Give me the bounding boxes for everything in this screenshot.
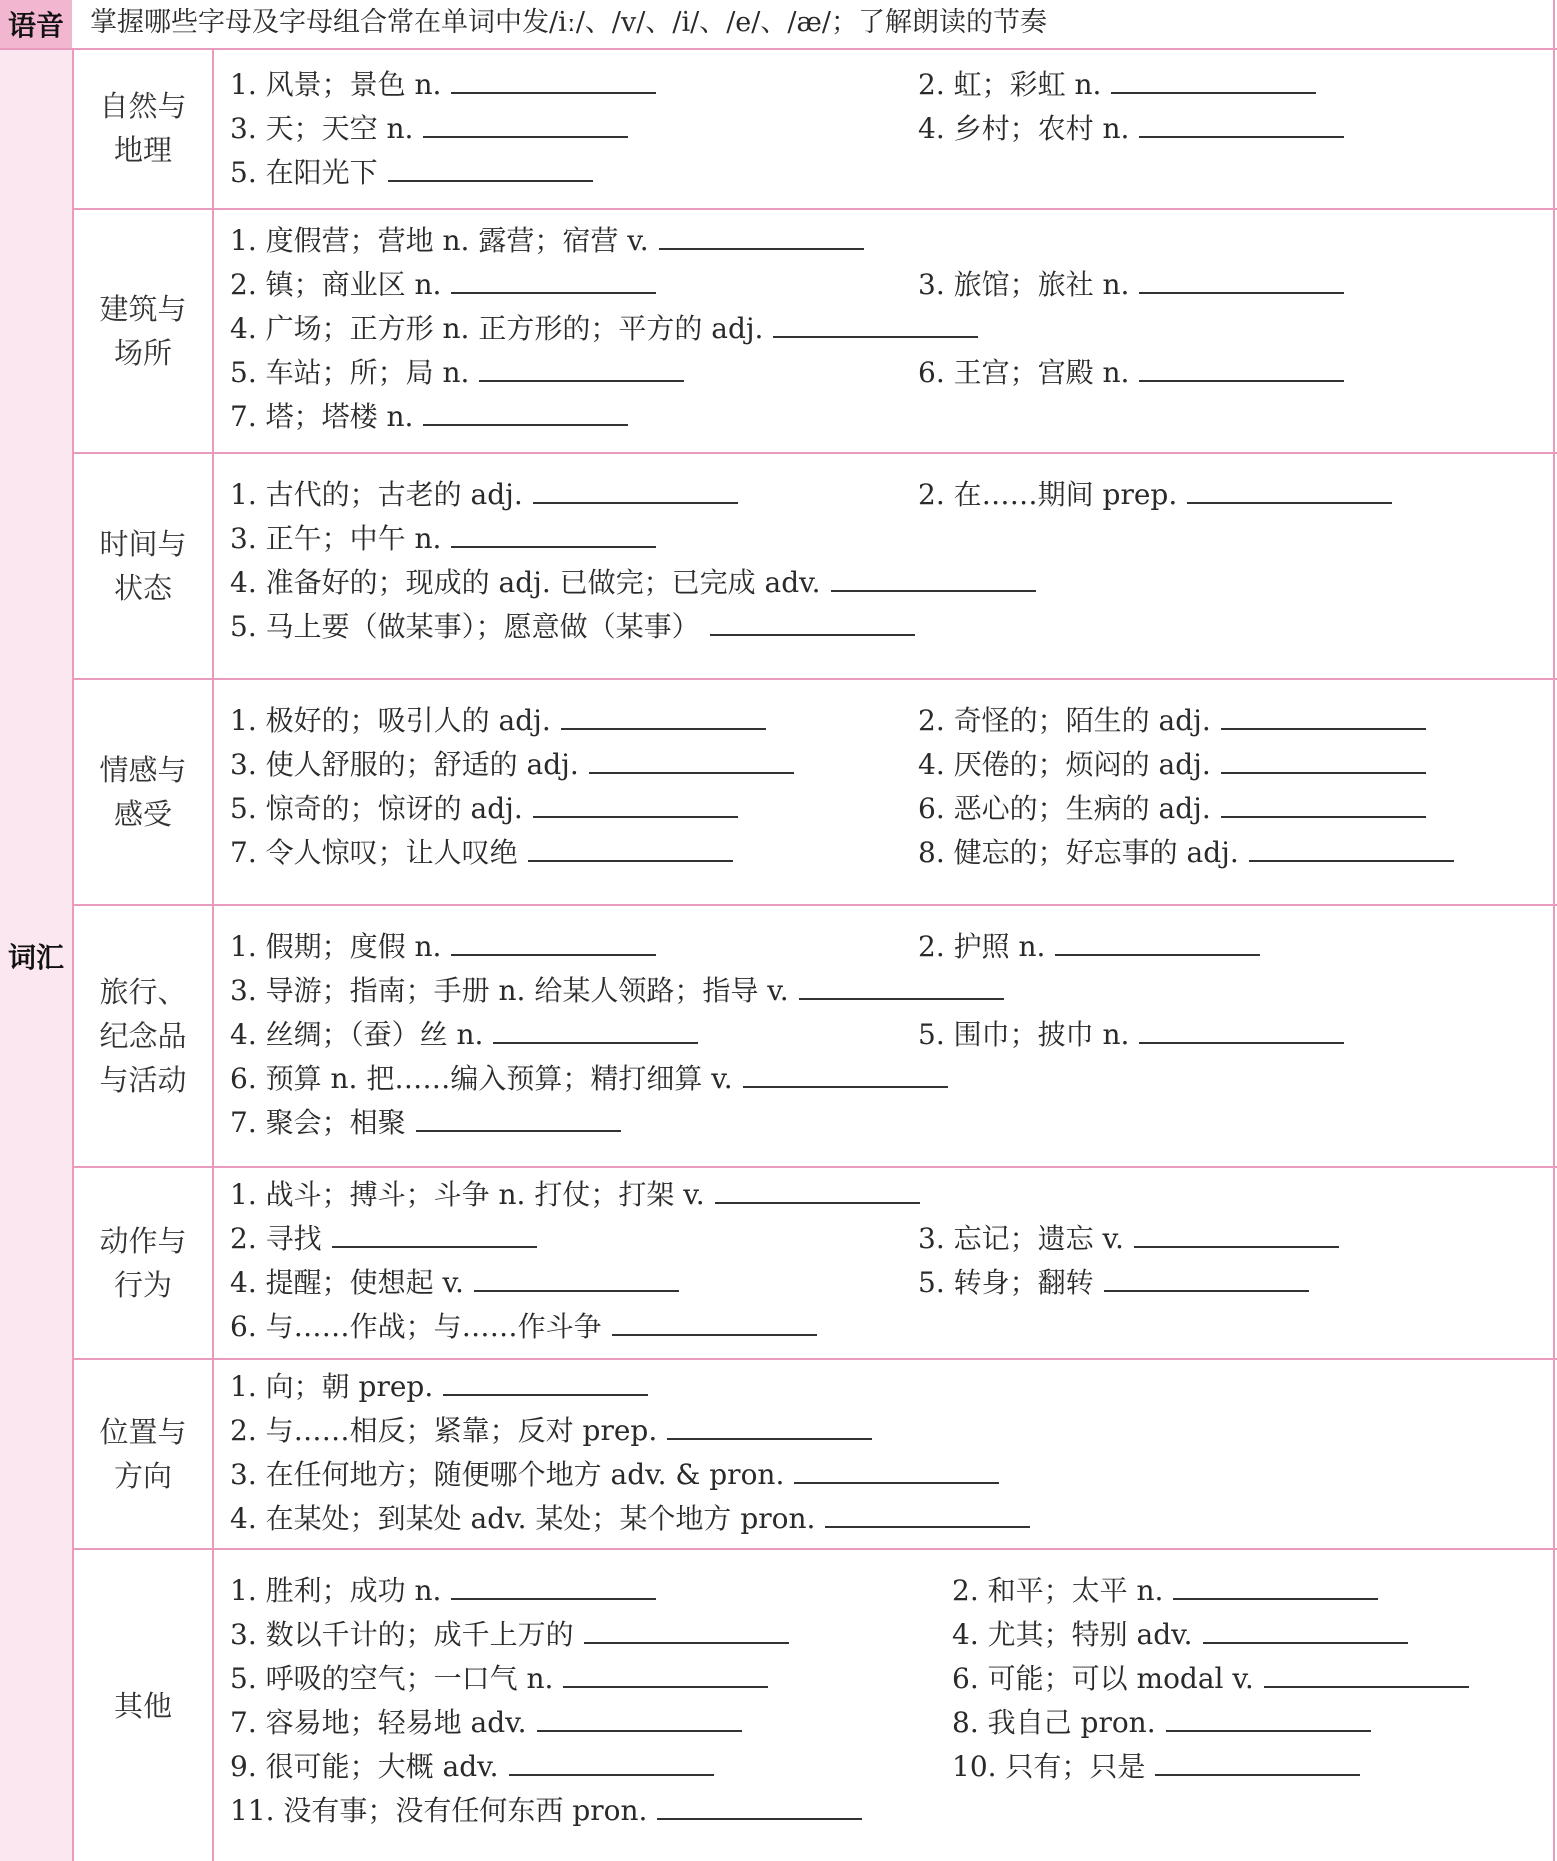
vocab-item — [918, 1220, 1339, 1257]
vocab-item — [230, 310, 978, 347]
vocab-item — [230, 154, 593, 191]
answer-blank[interactable] — [493, 1016, 698, 1044]
section-emotions-feelings — [74, 680, 1557, 906]
answer-blank[interactable] — [423, 110, 628, 138]
answer-blank[interactable] — [825, 1500, 1030, 1528]
item-text: 3. 使人舒服的；舒适的 adj. — [230, 748, 579, 781]
item-text: 1. 度假营；营地 n. 露营；宿营 v. — [230, 224, 649, 257]
answer-blank[interactable] — [743, 1060, 948, 1088]
category-label: 动作与 行为 — [99, 1224, 187, 1302]
vocab-item — [230, 1368, 648, 1405]
item-text: 4. 丝绸；（蚕）丝 n. — [230, 1018, 484, 1051]
item-text: 4. 在某处；到某处 adv. 某处；某个地方 pron. — [230, 1502, 816, 1535]
item-text: 2. 与……相反；紧靠；反对 prep. — [230, 1414, 658, 1447]
vocab-item — [230, 790, 738, 827]
answer-blank[interactable] — [451, 1572, 656, 1600]
item-text: 10. 只有；只是 — [952, 1750, 1146, 1783]
vocab-item — [918, 476, 1392, 513]
answer-blank[interactable] — [1104, 1264, 1309, 1292]
vocab-item — [918, 790, 1426, 827]
vocab-item — [230, 476, 738, 513]
vocab-item — [230, 1104, 621, 1141]
item-text: 2. 护照 n. — [918, 930, 1046, 963]
answer-blank[interactable] — [479, 354, 684, 382]
answer-blank[interactable] — [533, 790, 738, 818]
item-text: 8. 我自己 pron. — [952, 1706, 1156, 1739]
item-text: 7. 塔；塔楼 n. — [230, 400, 414, 433]
answer-blank[interactable] — [423, 398, 628, 426]
phonetics-row — [0, 0, 1557, 50]
item-text: 4. 厌倦的；烦闷的 adj. — [918, 748, 1211, 781]
item-text: 11. 没有事；没有任何东西 pron. — [230, 1794, 648, 1827]
answer-blank[interactable] — [589, 746, 794, 774]
answer-blank[interactable] — [773, 310, 978, 338]
item-text: 5. 围巾；披巾 n. — [918, 1018, 1130, 1051]
answer-blank[interactable] — [1111, 66, 1316, 94]
item-text: 6. 王宫；宫殿 n. — [918, 356, 1130, 389]
item-text: 3. 旅馆；旅社 n. — [918, 268, 1130, 301]
answer-blank[interactable] — [710, 608, 915, 636]
vocab-item — [230, 110, 628, 147]
answer-blank[interactable] — [1221, 790, 1426, 818]
vocab-item — [230, 1220, 537, 1257]
section-other — [74, 1550, 1557, 1861]
item-text: 2. 和平；太平 n. — [952, 1574, 1164, 1607]
vocab-item — [952, 1616, 1408, 1653]
vocab-item — [918, 1264, 1309, 1301]
answer-blank[interactable] — [563, 1660, 768, 1688]
item-text: 6. 恶心的；生病的 adj. — [918, 792, 1211, 825]
vocab-item — [230, 1616, 789, 1653]
answer-blank[interactable] — [799, 972, 1004, 1000]
answer-blank[interactable] — [451, 66, 656, 94]
item-text: 1. 向；朝 prep. — [230, 1370, 434, 1403]
vocab-item — [918, 66, 1316, 103]
item-text: 4. 提醒；使想起 v. — [230, 1266, 464, 1299]
answer-blank[interactable] — [1139, 110, 1344, 138]
vocab-item — [230, 1016, 698, 1053]
vocab-item — [230, 222, 864, 259]
vocab-item — [952, 1748, 1360, 1785]
item-text: 3. 正午；中午 n. — [230, 522, 442, 555]
item-text: 5. 转身；翻转 — [918, 1266, 1094, 1299]
category-label: 情感与 感受 — [99, 753, 187, 831]
vocab-item — [230, 834, 733, 871]
vocab-item — [230, 1264, 679, 1301]
vocab-item — [230, 266, 656, 303]
item-text: 4. 乡村；农村 n. — [918, 112, 1130, 145]
vocab-item — [230, 354, 684, 391]
answer-blank[interactable] — [474, 1264, 679, 1292]
answer-blank[interactable] — [657, 1792, 862, 1820]
item-text: 4. 尤其；特别 adv. — [952, 1618, 1193, 1651]
item-text: 3. 在任何地方；随便哪个地方 adv. & pron. — [230, 1458, 785, 1491]
category-label: 自然与 地理 — [99, 89, 187, 167]
item-text: 5. 车站；所；局 n. — [230, 356, 470, 389]
item-text: 5. 马上要（做某事）；愿意做（某事） — [230, 610, 700, 643]
answer-blank[interactable] — [612, 1308, 817, 1336]
answer-blank[interactable] — [451, 520, 656, 548]
phonetics-text: 掌握哪些字母及字母组合常在单词中发/iː/、/v/、/i/、/e/、/æ/；了解朗读的节奏 — [90, 7, 1047, 38]
vocab-item — [230, 1176, 920, 1213]
vocab-item — [230, 702, 766, 739]
vocab-item — [952, 1660, 1469, 1697]
answer-blank[interactable] — [715, 1176, 920, 1204]
item-text: 1. 胜利；成功 n. — [230, 1574, 442, 1607]
item-text: 6. 预算 n. 把……编入预算；精打细算 v. — [230, 1062, 733, 1095]
vocab-item — [918, 746, 1426, 783]
answer-blank[interactable] — [831, 564, 1036, 592]
category-cell — [74, 454, 214, 678]
answer-blank[interactable] — [509, 1748, 714, 1776]
category-cell — [74, 210, 214, 452]
vocab-item — [230, 1792, 862, 1829]
answer-blank[interactable] — [1139, 1016, 1344, 1044]
item-text: 5. 呼吸的空气；一口气 n. — [230, 1662, 554, 1695]
answer-blank[interactable] — [533, 476, 738, 504]
answer-blank[interactable] — [1173, 1572, 1378, 1600]
vocab-item — [918, 1016, 1344, 1053]
answer-blank[interactable] — [388, 154, 593, 182]
category-label: 其他 — [113, 1688, 172, 1723]
vocab-item — [230, 928, 656, 965]
item-text: 2. 虹；彩虹 n. — [918, 68, 1102, 101]
answer-blank[interactable] — [443, 1368, 648, 1396]
vocab-item — [230, 1572, 656, 1609]
answer-blank[interactable] — [1134, 1220, 1339, 1248]
vocab-item — [230, 564, 1036, 601]
category-cell — [74, 680, 214, 904]
category-label: 建筑与 场所 — [99, 292, 187, 370]
vocab-item — [230, 1748, 714, 1785]
vocab-item — [230, 608, 915, 645]
answer-blank[interactable] — [584, 1616, 789, 1644]
vocab-item — [918, 702, 1426, 739]
answer-blank[interactable] — [1203, 1616, 1408, 1644]
category-label: 位置与 方向 — [99, 1415, 187, 1493]
vocab-item — [230, 520, 656, 557]
item-text: 3. 导游；指南；手册 n. 给某人领路；指导 v. — [230, 974, 789, 1007]
item-text: 3. 数以千计的；成千上万的 — [230, 1618, 574, 1651]
category-cell — [74, 1168, 214, 1358]
item-text: 3. 天；天空 n. — [230, 112, 414, 145]
item-text: 5. 在阳光下 — [230, 156, 378, 189]
answer-blank[interactable] — [1139, 266, 1344, 294]
item-text: 2. 在……期间 prep. — [918, 478, 1178, 511]
item-text: 7. 令人惊叹；让人叹绝 — [230, 836, 518, 869]
answer-blank[interactable] — [794, 1456, 999, 1484]
section-time-state — [74, 454, 1557, 680]
vocab-item — [230, 1412, 872, 1449]
item-text: 6. 可能；可以 modal v. — [952, 1662, 1254, 1695]
item-text: 1. 假期；度假 n. — [230, 930, 442, 963]
vocab-item — [230, 972, 1004, 1009]
vocab-item — [230, 1456, 999, 1493]
item-text: 6. 与……作战；与……作斗争 — [230, 1310, 602, 1343]
vocab-item — [918, 354, 1344, 391]
answer-blank[interactable] — [561, 702, 766, 730]
answer-blank[interactable] — [528, 834, 733, 862]
vocab-item — [918, 834, 1454, 871]
vocabulary-label: 词汇 — [7, 941, 64, 974]
vocab-item — [230, 746, 794, 783]
item-text: 5. 惊奇的；惊讶的 adj. — [230, 792, 523, 825]
vocab-item — [230, 398, 628, 435]
answer-blank[interactable] — [667, 1412, 872, 1440]
item-text: 4. 准备好的；现成的 adj. 已做完；已完成 adv. — [230, 566, 821, 599]
item-text: 3. 忘记；遗忘 v. — [918, 1222, 1124, 1255]
section-buildings-places — [74, 210, 1557, 454]
answer-blank[interactable] — [537, 1704, 742, 1732]
section-travel-souvenirs-activities — [74, 906, 1557, 1168]
item-text: 2. 寻找 — [230, 1222, 322, 1255]
section-actions-behaviors — [74, 1168, 1557, 1360]
item-text: 9. 很可能；大概 adv. — [230, 1750, 499, 1783]
category-cell — [74, 1550, 214, 1861]
answer-blank[interactable] — [1221, 702, 1426, 730]
answer-blank[interactable] — [1155, 1748, 1360, 1776]
item-text: 2. 奇怪的；陌生的 adj. — [918, 704, 1211, 737]
answer-blank[interactable] — [1055, 928, 1260, 956]
answer-blank[interactable] — [332, 1220, 537, 1248]
category-label: 旅行、 纪念品 与活动 — [99, 975, 187, 1097]
category-cell — [74, 906, 214, 1166]
item-text: 1. 古代的；古老的 adj. — [230, 478, 523, 511]
answer-blank[interactable] — [416, 1104, 621, 1132]
vocab-item — [918, 928, 1260, 965]
answer-blank[interactable] — [1264, 1660, 1469, 1688]
item-text: 1. 极好的；吸引人的 adj. — [230, 704, 551, 737]
vocab-item — [918, 266, 1344, 303]
item-text: 4. 广场；正方形 n. 正方形的；平方的 adj. — [230, 312, 764, 345]
vocab-item — [952, 1572, 1378, 1609]
item-text: 1. 风景；景色 n. — [230, 68, 442, 101]
item-text: 1. 战斗；搏斗；斗争 n. 打仗；打架 v. — [230, 1178, 705, 1211]
vocab-item — [230, 1308, 817, 1345]
vocab-item — [952, 1704, 1371, 1741]
vocab-item — [230, 1060, 948, 1097]
answer-blank[interactable] — [1249, 834, 1454, 862]
section-position-direction — [74, 1360, 1557, 1550]
answer-blank[interactable] — [659, 222, 864, 250]
section-nature-geography — [74, 48, 1557, 210]
vocab-item — [230, 1660, 768, 1697]
category-cell — [74, 48, 214, 208]
vocab-item — [230, 1500, 1030, 1537]
item-text: 2. 镇；商业区 n. — [230, 268, 442, 301]
vocab-item — [230, 66, 656, 103]
item-text: 8. 健忘的；好忘事的 adj. — [918, 836, 1239, 869]
category-cell — [74, 1360, 214, 1548]
vocab-item — [918, 110, 1344, 147]
answer-blank[interactable] — [451, 266, 656, 294]
answer-blank[interactable] — [451, 928, 656, 956]
item-text: 7. 容易地；轻易地 adv. — [230, 1706, 527, 1739]
answer-blank[interactable] — [1187, 476, 1392, 504]
item-text: 7. 聚会；相聚 — [230, 1106, 406, 1139]
vocab-item — [230, 1704, 742, 1741]
answer-blank[interactable] — [1221, 746, 1426, 774]
phonetics-label: 语音 — [0, 0, 72, 48]
category-label: 时间与 状态 — [99, 527, 187, 605]
answer-blank[interactable] — [1139, 354, 1344, 382]
answer-blank[interactable] — [1166, 1704, 1371, 1732]
